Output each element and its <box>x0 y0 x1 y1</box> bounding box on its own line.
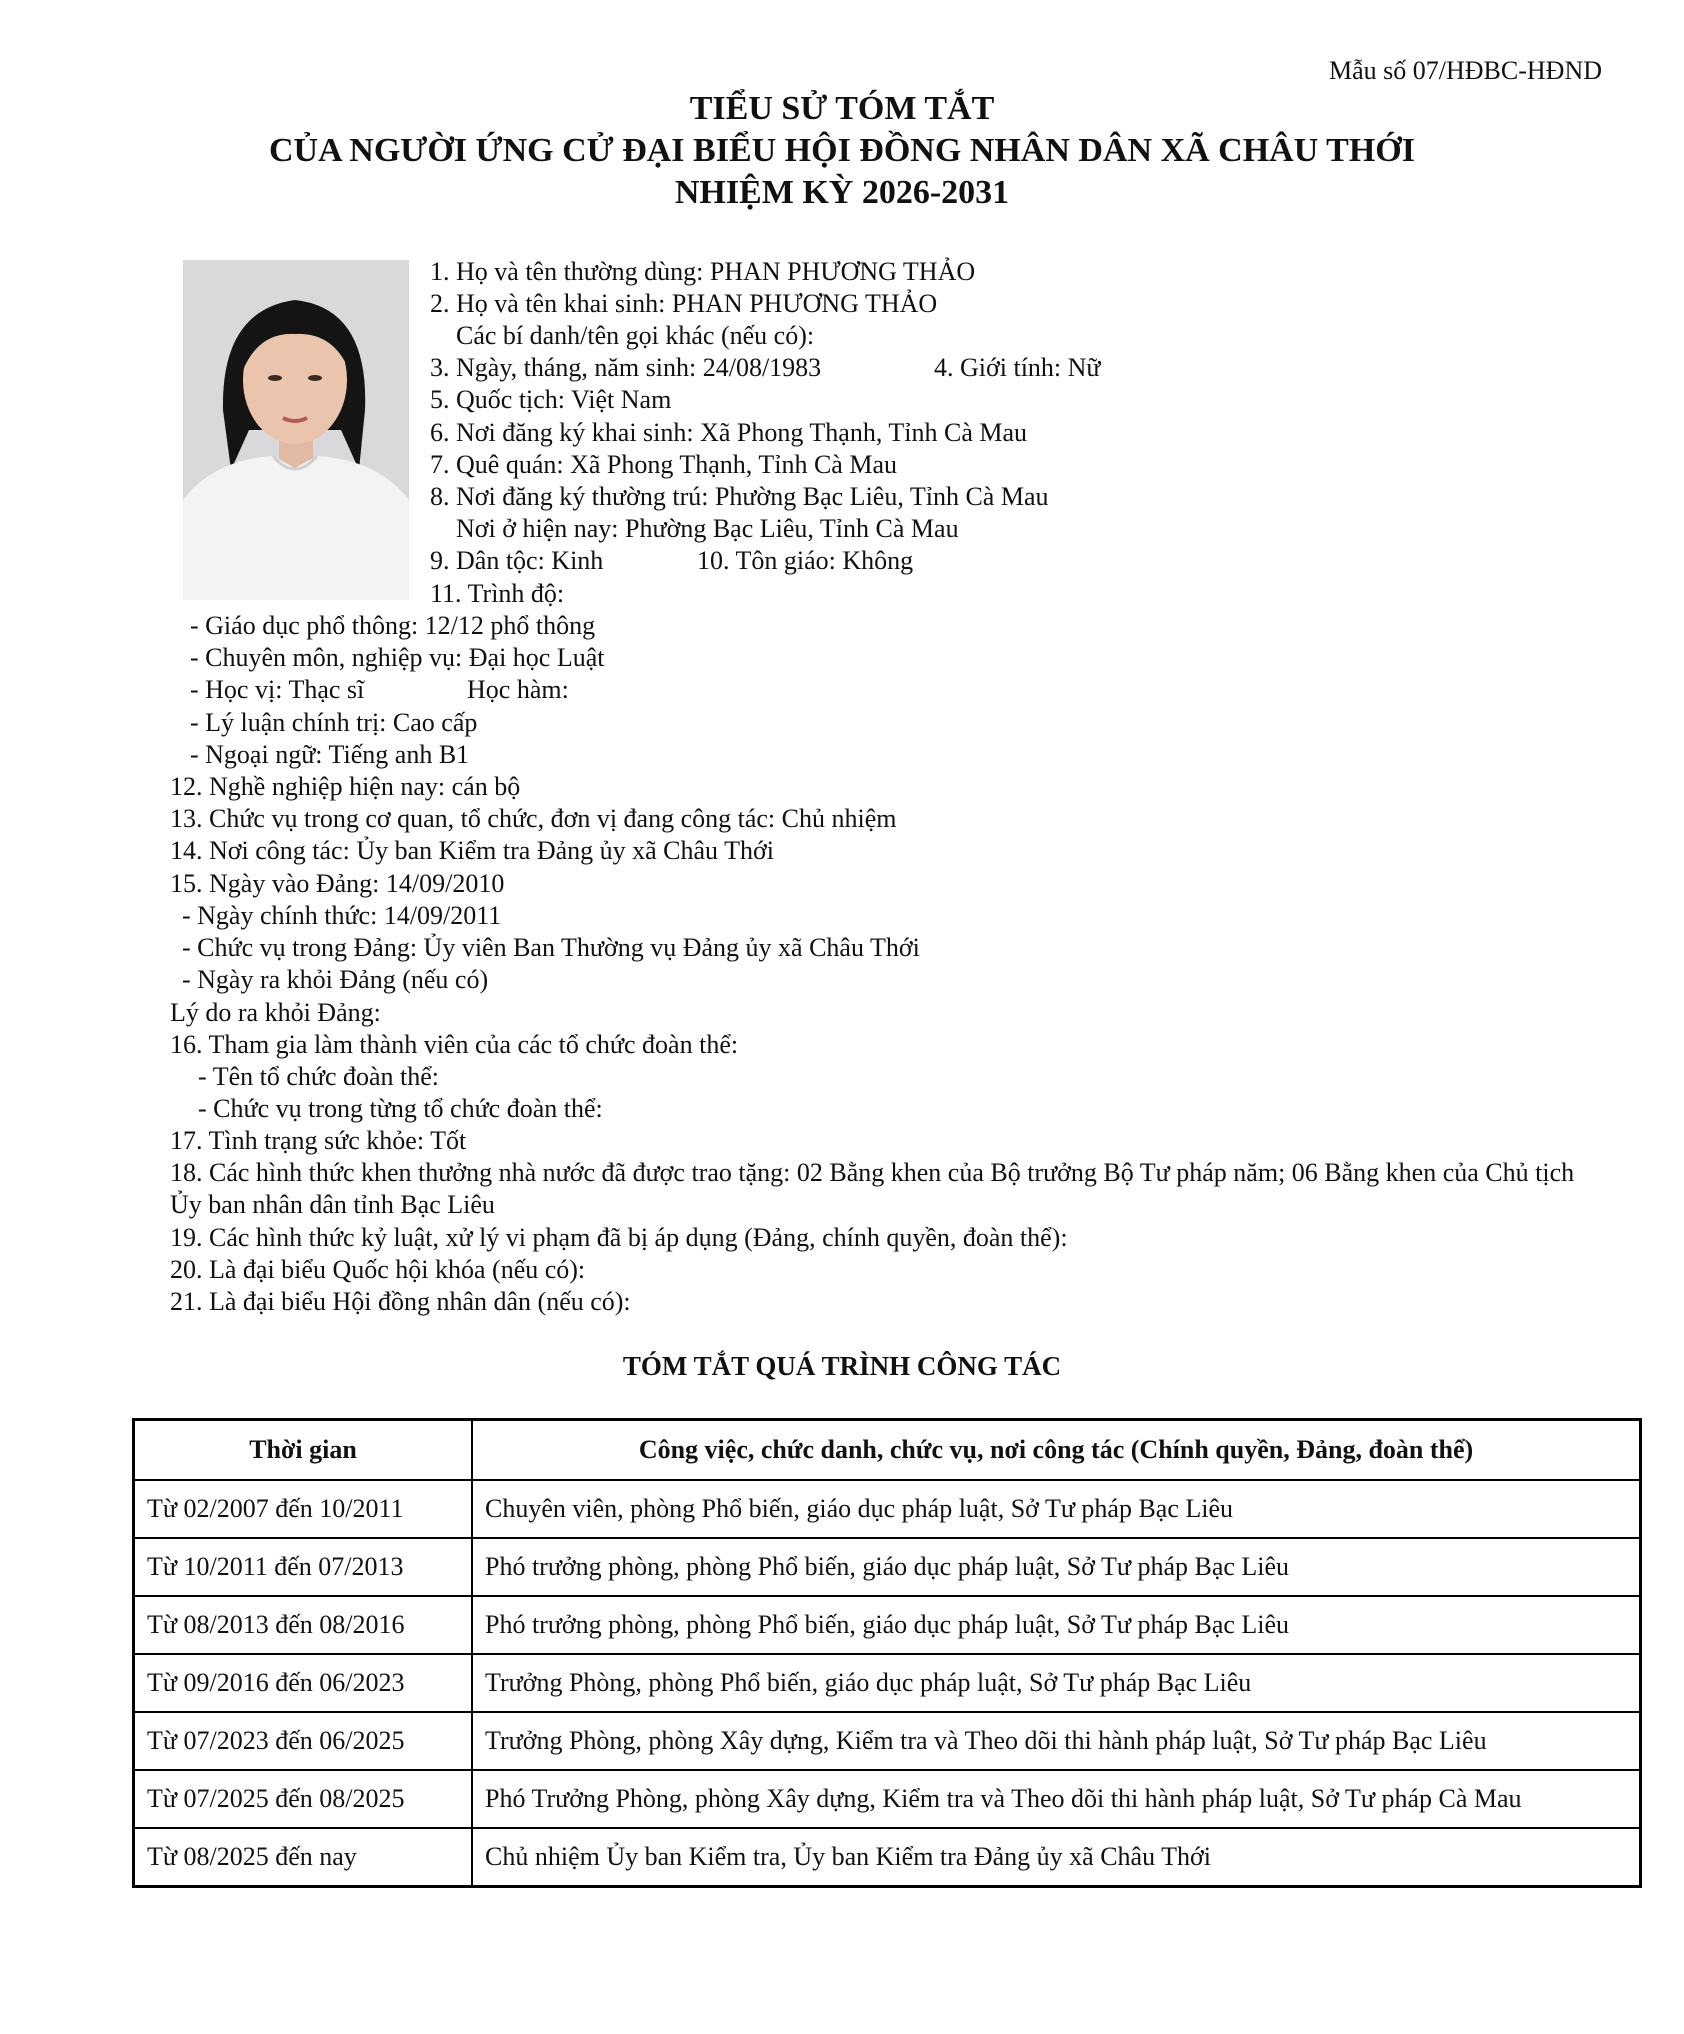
date-of-birth: 3. Ngày, tháng, năm sinh: 24/08/1983 <box>430 353 822 382</box>
party-join-date: 15. Ngày vào Đảng: 14/09/2010 <box>170 869 505 898</box>
hometown: 7. Quê quán: Xã Phong Thạnh, Tỉnh Cà Mau <box>430 450 897 479</box>
row-period: Từ 07/2023 đến 06/2025 <box>134 1712 473 1770</box>
health-status: 17. Tình trạng sức khỏe: Tốt <box>170 1126 467 1155</box>
work-history-table <box>132 1418 1642 1888</box>
row-job: Phó trưởng phòng, phòng Phổ biến, giáo dục pháp luật, Sở Tư pháp Bạc Liêu <box>472 1538 1641 1596</box>
row-period: Từ 10/2011 đến 07/2013 <box>134 1538 473 1596</box>
education-heading: 11. Trình độ: <box>430 579 565 608</box>
current-position: 13. Chức vụ trong cơ quan, tổ chức, đơn vị đang công tác: Chủ nhiệm <box>170 804 897 833</box>
row-period: Từ 09/2016 đến 06/2023 <box>134 1654 473 1712</box>
table-row <box>134 1538 1641 1596</box>
political-theory: - Lý luận chính trị: Cao cấp <box>190 708 478 737</box>
common-name: 1. Họ và tên thường dùng: PHAN PHƯƠNG THẢO <box>430 257 976 286</box>
row-job: Phó trưởng phòng, phòng Phổ biến, giáo dục pháp luật, Sở Tư pháp Bạc Liêu <box>472 1596 1641 1654</box>
organization-name: - Tên tổ chức đoàn thể: <box>198 1062 440 1091</box>
row-job: Chủ nhiệm Ủy ban Kiểm tra, Ủy ban Kiểm tra Đảng ủy xã Châu Thới <box>472 1828 1641 1887</box>
birth-registration: 6. Nơi đăng ký khai sinh: Xã Phong Thạnh, Tỉnh Cà Mau <box>430 418 1028 447</box>
table-row <box>134 1712 1641 1770</box>
foreign-language: - Ngoại ngữ: Tiếng anh B1 <box>190 740 470 769</box>
document-subtitle: CỦA NGƯỜI ỨNG CỬ ĐẠI BIỂU HỘI ĐỒNG NHÂN DÂN XÃ CHÂU THỚI <box>269 132 1415 169</box>
academic-title: Học hàm: <box>467 675 569 704</box>
occupation: 12. Nghề nghiệp hiện nay: cán bộ <box>170 772 521 801</box>
specialty: - Chuyên môn, nghiệp vụ: Đại học Luật <box>190 643 605 672</box>
awards: 18. Các hình thức khen thưởng nhà nước đã được trao tặng: 02 Bằng khen của Bộ trưởng Bộ Tư pháp năm; 06 Bằng khen của Chủ tịch Ủy ban nhân dân tỉnh Bạc Liêu <box>170 1158 1575 1219</box>
document-title: TIỂU SỬ TÓM TẮT <box>689 90 995 127</box>
gender: 4. Giới tính: Nữ <box>934 353 1101 382</box>
table-row <box>134 1480 1641 1538</box>
header-job: Công việc, chức danh, chức vụ, nơi công tác (Chính quyền, Đảng, đoàn thể) <box>472 1420 1641 1481</box>
current-residence: Nơi ở hiện nay: Phường Bạc Liêu, Tỉnh Cà Mau <box>456 514 959 543</box>
national-assembly: 20. Là đại biểu Quốc hội khóa (nếu có): <box>170 1255 586 1284</box>
row-job: Chuyên viên, phòng Phổ biến, giáo dục pháp luật, Sở Tư pháp Bạc Liêu <box>472 1480 1641 1538</box>
row-job: Trưởng Phòng, phòng Phổ biến, giáo dục pháp luật, Sở Tư pháp Bạc Liêu <box>472 1654 1641 1712</box>
row-period: Từ 08/2013 đến 08/2016 <box>134 1596 473 1654</box>
party-leave-date: - Ngày ra khỏi Đảng (nếu có) <box>182 965 489 994</box>
table-row <box>134 1828 1641 1887</box>
row-job: Trưởng Phòng, phòng Xây dựng, Kiểm tra và Theo dõi thi hành pháp luật, Sở Tư pháp Bạc Liêu <box>472 1712 1641 1770</box>
discipline: 19. Các hình thức kỷ luật, xử lý vi phạm đã bị áp dụng (Đảng, chính quyền, đoàn thể): <box>170 1223 1068 1252</box>
party-position: - Chức vụ trong Đảng: Ủy viên Ban Thường vụ Đảng ủy xã Châu Thới <box>182 933 920 962</box>
party-official-date: - Ngày chính thức: 14/09/2011 <box>182 901 502 930</box>
portrait-image <box>183 260 409 600</box>
religion: 10. Tôn giáo: Không <box>697 546 914 575</box>
workplace: 14. Nơi công tác: Ủy ban Kiểm tra Đảng ủy xã Châu Thới <box>170 836 774 865</box>
table-row <box>134 1770 1641 1828</box>
header-time: Thời gian <box>134 1420 473 1481</box>
nationality: 5. Quốc tịch: Việt Nam <box>430 385 672 414</box>
aliases: Các bí danh/tên gọi khác (nếu có): <box>456 321 815 350</box>
degree: - Học vị: Thạc sĩ <box>190 675 365 704</box>
row-job: Phó Trưởng Phòng, phòng Xây dựng, Kiểm tra và Theo dõi thi hành pháp luật, Sở Tư pháp Cà Mau <box>472 1770 1641 1828</box>
organizations: 16. Tham gia làm thành viên của các tổ chức đoàn thể: <box>170 1030 739 1059</box>
table-row <box>134 1654 1641 1712</box>
peoples-council: 21. Là đại biểu Hội đồng nhân dân (nếu có): <box>170 1287 631 1316</box>
permanent-residence: 8. Nơi đăng ký thường trú: Phường Bạc Liêu, Tỉnh Cà Mau <box>430 482 1049 511</box>
row-period: Từ 02/2007 đến 10/2011 <box>134 1480 473 1538</box>
row-period: Từ 07/2025 đến 08/2025 <box>134 1770 473 1828</box>
table-header-row <box>134 1420 1641 1481</box>
ethnicity: 9. Dân tộc: Kinh <box>430 546 604 575</box>
birth-name: 2. Họ và tên khai sinh: PHAN PHƯƠNG THẢO <box>430 289 938 318</box>
form-number: Mẫu số 07/HĐBC-HĐND <box>1329 56 1602 85</box>
organization-position: - Chức vụ trong từng tổ chức đoàn thể: <box>198 1094 603 1123</box>
general-education: - Giáo dục phổ thông: 12/12 phổ thông <box>190 611 596 640</box>
document-term: NHIỆM KỲ 2026-2031 <box>674 174 1010 211</box>
portrait-photo <box>183 260 409 600</box>
party-leave-reason: Lý do ra khỏi Đảng: <box>170 998 381 1027</box>
work-history-title: TÓM TẮT QUÁ TRÌNH CÔNG TÁC <box>622 1351 1062 1381</box>
row-period: Từ 08/2025 đến nay <box>134 1828 473 1887</box>
table-row <box>134 1596 1641 1654</box>
